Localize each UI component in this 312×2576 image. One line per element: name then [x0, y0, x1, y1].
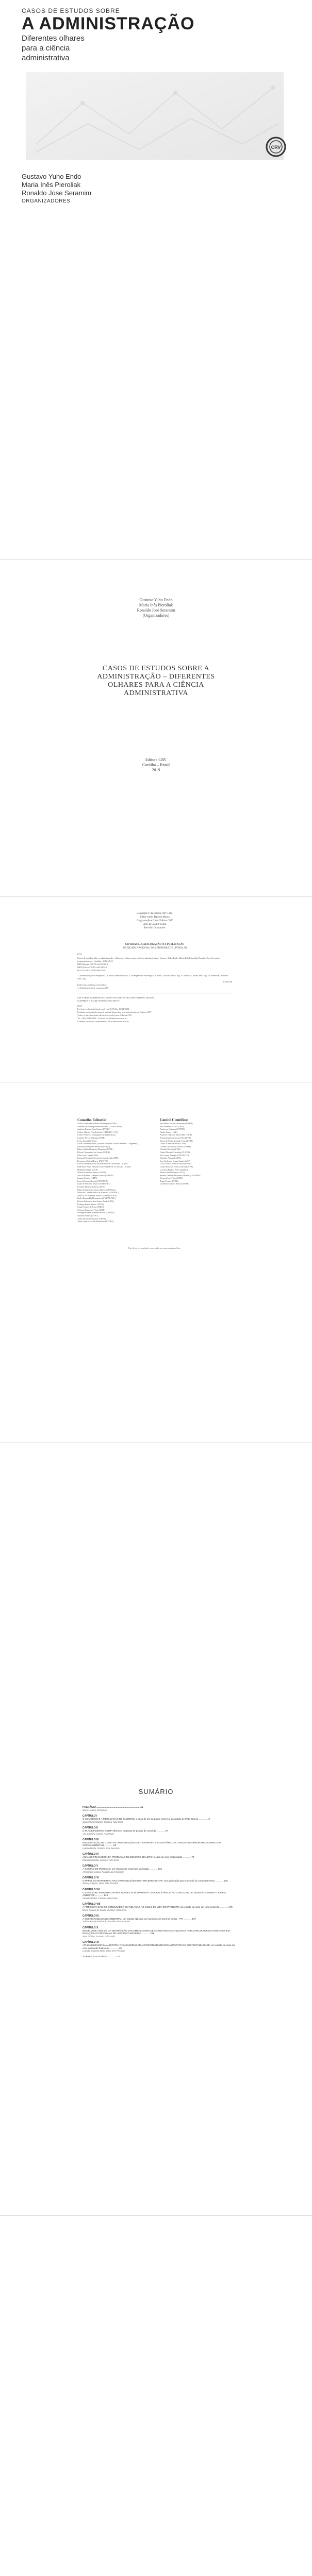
toc-title: SUMÁRIO	[138, 1788, 174, 1795]
scientific-member: Ufirmina Santos Oliveira (UESB)	[160, 1182, 189, 1185]
editorial-member: Rodrigo Pratte-Santos (UFES)	[77, 1202, 104, 1206]
svg-text:CRV: CRV	[271, 145, 281, 150]
editorial-board	[77, 1118, 150, 1223]
toc-item[interactable]	[83, 1865, 237, 1873]
toc-chapter-title: A GESTÃO DE PESSOAS: um estudo nas empresas da região ............ 101	[83, 1867, 162, 1870]
toc-chapter-label: CAPÍTULO XI	[83, 1940, 99, 1944]
isbn-line: ISBN Digital 978-85-444-3202-4	[77, 963, 108, 965]
copyright-credits	[77, 912, 232, 930]
editorial-member: Helmuth Krüger (UCP)	[77, 1168, 98, 1171]
publisher-city: Curitiba – Brasil	[142, 762, 170, 767]
toc-chapter-authors: Eduarda Zanatta, Gustavo Yuho Endo	[83, 1858, 119, 1861]
doi-line: DOI 10.24824/978854443203.1	[77, 969, 107, 972]
editorial-member: Lourdes Helena da Silva (UFV)	[77, 1185, 105, 1189]
scientific-member: Eduardo Armando (FIA)	[160, 1157, 182, 1160]
scientific-member: Jose Carlos de Souza Santos (USP)	[160, 1159, 191, 1162]
scientific-member: Clailton Ataídes de Freitas (UFSM)	[160, 1145, 191, 1148]
title-page-organizers	[0, 598, 312, 618]
credit-line: Editor-chefe: Railson Moura	[140, 916, 170, 919]
editorial-member: Solange Helena Ximenes-Rocha (UFOPA)	[77, 1211, 114, 1214]
digital-notice: ESTA OBRA TAMBÉM ENCONTRA-SE DISPONÍVEL EM FORMATO DIGITAL.	[77, 996, 156, 999]
credit-line: Arte da Capa: Freepik	[143, 923, 167, 926]
scientific-member: Carlos Alberto Ramos (UNB)	[160, 1142, 186, 1145]
toc-chapter-authors: Marco Antonio Gonçalves	[83, 1809, 107, 1811]
editorial-member: João Adalberto Campato Junior (UNESP)	[77, 1174, 114, 1177]
toc-chapter-title: ANÁLISE FINANCEIRA DA PRODUÇÃO DE BOVINOS DE LEITE: o caso de uma propriedade ............ 73	[83, 1856, 194, 1859]
editorial-member: Cesar Gerónimo Tello (Univer. Nacional Três de Febrero – Argentina)	[77, 1142, 138, 1145]
editorial-member: Josania Portela (UFPI)	[77, 1177, 97, 1180]
toc-item[interactable]	[83, 1838, 237, 1850]
toc-item[interactable]	[83, 1888, 237, 1900]
rights-line: Conheça os nossos lançamentos: www.editoracrv.com.br	[77, 1020, 129, 1023]
editorial-member: Antônio Pereira Gaio Júnior (UFRRJ)	[77, 1128, 110, 1131]
title-page-name: Gustavo Yuho Endo	[139, 598, 173, 602]
cip-block	[77, 943, 232, 1023]
editorial-member: Sydione Santos (UEPG)	[77, 1214, 98, 1217]
scientific-member: Armistrong Martins da Silva (UFT)	[160, 1136, 191, 1139]
editorial-member: Sérgio Nunes de Jesus (IFRO)	[77, 1206, 104, 1209]
toc-item[interactable]	[83, 1815, 237, 1823]
title-line: ADMINISTRATIVA	[124, 689, 188, 697]
year: 2019	[77, 1005, 82, 1007]
keywords: 1. Administração de empresas 2. Ciência administrativa. 3. Planejamento estratégico. I. Endo, Gustavo Yuho, org. II. Pieroliak, Maria Inês, org. III. Seramim, Ronaldo Jose, org.	[77, 974, 228, 980]
toc-chapter-label: CAPÍTULO III	[83, 1838, 99, 1841]
editorial-member: Elione Maria Nogueira Diogenes (UFAL)	[77, 1148, 113, 1151]
toc-chapter-label: CAPÍTULO I	[83, 1815, 97, 1818]
toc-chapter-label: CAPÍTULO II	[83, 1826, 98, 1829]
toc-chapter-authors: Alessandra Lampa, Ronaldo Jose Seramim	[83, 1870, 124, 1873]
toc-chapter-title: A SUSTENTABILIDADE AMBIENTAL: um estudo aplicado ao município de Coronel Vivida – PR ............ 197	[83, 1917, 196, 1920]
editorial-member: Simone Rodrigues Pinto (UNB)	[77, 1208, 105, 1211]
toc-item[interactable]	[83, 1876, 237, 1885]
scientific-member: Anderson Catapan (UTFPR)	[160, 1128, 185, 1131]
page-separator	[0, 559, 312, 560]
editorial-member: Carlos Federico Dominguez Avila (Unieuro)	[77, 1133, 116, 1137]
scientific-member: André Nunes (UnB)	[160, 1130, 177, 1133]
cover-organizer-name: Maria Inês Pieroliak	[22, 181, 81, 189]
scientific-committee-list	[160, 1122, 232, 1185]
publisher-name: Editora CRV	[145, 757, 167, 762]
toc-chapter-label: CAPÍTULO V	[83, 1864, 98, 1868]
title-page-publisher	[0, 757, 312, 773]
crv-logo-icon	[266, 137, 286, 157]
toc-chapter-label: CAPÍTULO X	[83, 1926, 98, 1929]
editorial-member: Elizeu Clementino de Souza (UNEB)	[77, 1150, 110, 1154]
cover-organizers-label: ORGANIZADORES	[22, 198, 71, 204]
editorial-member: Eduardo Fernandes Barbosa (UFMG)	[77, 1145, 110, 1148]
isbn-line: ISBN Físico 978-85-444-3203-1	[77, 966, 107, 969]
cover-title: A ADMINISTRAÇÃO	[22, 14, 195, 33]
index-line: 1. Administração de empresas 658	[77, 987, 109, 989]
toc-chapter-authors: Leandro Gustavo Stein, Maria Inês Pieroliak	[83, 1950, 125, 1953]
scientific-member: Breno de Paula Andrade Cruz (UFRJ)	[160, 1139, 193, 1142]
scientific-member: Luis Cláudio de Jesus Silva (UFRR)	[160, 1162, 192, 1165]
credit-line: Diagramação e Capa: Editora CRV	[136, 920, 173, 922]
editorial-member: Renato Francisco dos Santos Paula (UFG)	[77, 1200, 114, 1203]
editorial-member: Aldira Guimarães Duarte Domínguez (UNB)	[77, 1122, 117, 1125]
toc-chapter-authors: Daniel Sabatini, Gustavo Yuho Endo	[83, 1896, 118, 1900]
editorial-member: Carlos Alberto Vilar Estêvão (UMINHO – PT)	[77, 1130, 118, 1133]
editorial-member: Gloria Fariñas León (Universidade de La Havana – Cuba)	[77, 1162, 128, 1165]
scientific-member: Marcos Paulo Gomes (UCP)	[160, 1171, 185, 1174]
title-line: OLHARES PARA A CIÊNCIA	[108, 681, 204, 689]
credit-line: Copyright © da Editora CRV Ltda.	[137, 912, 173, 915]
rights-line: Proibida a reprodução parcial ou total desta obra sem autorização da Editora CRV	[77, 1011, 152, 1013]
toc-chapter-authors: Juliano Kozak Hackbarth, Ronaldo Jose Seramim	[83, 1920, 130, 1923]
publisher-year: 2019	[152, 768, 160, 772]
toc-chapter-title: SOBRE OS AUTORES ............ 271	[83, 1955, 120, 1958]
cover-subtitle-line: administrativa	[22, 54, 70, 62]
cip-subtitle: SINDICATO NACIONAL DOS EDITORES DE LIVROS, RJ	[122, 947, 187, 950]
editorial-member: Fernando Antônio Gonçalves Alcoforado (IPB)	[77, 1157, 119, 1160]
editorial-member: Maria Cristina dos Santos Bezerra (UFSCar)	[77, 1188, 117, 1191]
toc-item[interactable]	[83, 1826, 237, 1835]
scientific-committee	[160, 1118, 232, 1185]
credit-line: Revisão: Os Autores	[144, 927, 166, 929]
app-notice: CONHEÇA E BAIXE NOSSO APLICATIVO!	[77, 999, 120, 1002]
title-line: ADMINISTRAÇÃO – DIFERENTES	[97, 673, 215, 681]
scientific-member: Ana Monteiro Costa (UPE)	[160, 1125, 184, 1128]
toc-chapter-title: O PLANEJAMENTO ESTRATÉGICO: proposta de gestão de uma loja ............ 37	[83, 1829, 168, 1832]
editorial-member: Andréia da Silva Quintanilha Sousa (UNIR/UFRN)	[77, 1125, 122, 1128]
page-separator	[0, 896, 312, 897]
index-line: Índice para catálogo sistemático	[77, 984, 107, 986]
scientific-member: Renata Zambon Monteiro Mendes (UNIFESP)	[160, 1174, 201, 1177]
toc-item[interactable]	[83, 1806, 237, 1811]
toc-item[interactable]	[83, 1903, 237, 1911]
editorial-member: Paulo Romualdo Hernandes (UNIFAL-MG)	[77, 1197, 116, 1200]
toc-chapter-title: O PAPEL DO MARKETING NAS ORGANIZAÇÕES DO TERCEIRO SETOR: uma aplicação para o estudo do comportamento ............ 125	[83, 1879, 228, 1882]
book-cover	[0, 0, 312, 559]
toc-chapter-authors: Wesley Calgaro, Maria Inês Pieroliak	[83, 1882, 118, 1885]
cover-organizer-name: Ronaldo Jose Seramim	[22, 189, 92, 197]
editorial-member: Tadeu Oliver Gonçalves (UFPA)	[77, 1217, 106, 1220]
toc-chapter-title: INVESTIGAÇÃO DE COMO AS ORGANIZAÇÕES DE TRANSPORTE RODOVIÁRIO DE CARGAS INCORPORAM OS ASPECTOS SOCIOAMBIENTAIS ............ 59	[83, 1841, 222, 1847]
toc-item[interactable]	[83, 1955, 237, 1958]
cover-title-block	[22, 7, 277, 62]
toc-chapter-authors: Gabriel Silva Mazzeti, Gustavo Yuho Endo	[83, 1820, 123, 1823]
scientific-member: Sérgio Alves Pinto (UNB)	[160, 1177, 183, 1180]
title-line: CASOS DE ESTUDOS SOBRE A	[102, 665, 210, 672]
title-page-name: (Organizadores)	[142, 613, 170, 618]
editorial-member: Jailson Alves dos Santos (UFRJ)	[77, 1171, 106, 1174]
editorial-board-list	[77, 1122, 150, 1223]
toc-chapter-title: A PREOCUPAÇÃO DO CONSUMIDOR EM RELAÇÃO AO CICLO DE VIDA DO PRODUTO: um estudo de caso em uma empresa ............ 175	[83, 1905, 233, 1908]
title-page-name: Ronaldo Jose Seramim	[137, 608, 175, 613]
cover-illustration	[26, 72, 284, 160]
editorial-member: Leonel Severo Rocha (UNISINOS)	[77, 1179, 108, 1182]
toc-list	[83, 1806, 237, 1961]
toc-item[interactable]	[83, 1914, 237, 1923]
cover-organizer-name: Gustavo Yuho Endo	[22, 173, 81, 180]
editorial-member: Guillermo Arias Beatón (Universidade de La Havana – Cuba)	[77, 1165, 131, 1168]
editorial-member: Lídia de Oliveira Xavier (UNIEURO)	[77, 1182, 110, 1185]
toc-chapter-label: CAPÍTULO IX	[83, 1914, 99, 1918]
editorial-member: Carmen Tereza Velanga (UNIR)	[77, 1136, 105, 1139]
toc-chapter-authors: Leticia Batista, Ronaldo Jose Seramim	[83, 1846, 120, 1850]
toc-chapter-label: CAPÍTULO IV	[83, 1853, 99, 1856]
editorial-member: Maria de Lourdes Pinto de Almeida (UNOESC)	[77, 1191, 119, 1194]
toc-chapter-label: CAPÍTULO VII	[83, 1888, 100, 1891]
toc-item[interactable]	[83, 1853, 237, 1861]
toc-item[interactable]	[83, 1941, 237, 1952]
cip-text: Casos de estudos sobre a administração – diferentes olhares para a ciência administrativa / Gustavo Yuho Endo, Maria Inês Pieroliak, Ronaldo Jose Seramim (organizadores) – Curitiba : CRV, 2019.	[77, 957, 220, 962]
cover-organizers	[22, 173, 91, 206]
cip-code: C33	[77, 954, 82, 956]
scientific-member: Daniel Ricardo Castelan (PUCPR)	[160, 1150, 190, 1154]
toc-chapter-authors: Ana Christina Lamon, Ana Paula	[83, 1832, 114, 1835]
toc-chapter-label: CAPÍTULO VIII	[83, 1902, 101, 1906]
editorial-board-title: Conselho Editorial:	[77, 1118, 108, 1122]
scientific-member: Ana Maria Ferreira Menezes (UNEB)	[160, 1122, 193, 1125]
editorial-member: Francisco Carlos Duarte (PUC-PR)	[77, 1159, 108, 1162]
review-note: Este livro foi avaliado e aprovado por pareceristas ad hoc.	[128, 1247, 181, 1249]
title-page-title	[0, 665, 312, 698]
cover-pretitle: CASOS DE ESTUDOS SOBRE	[22, 7, 120, 14]
editorial-member: Élsio José Corá (UFFS)	[77, 1154, 98, 1157]
scientific-member: Antonio Isidro da Silva Filho (UNB)	[160, 1133, 192, 1137]
toc-item[interactable]	[83, 1926, 237, 1938]
editorial-member: Maria Lília Imbiriba Sousa Colares (UFOPA)	[77, 1194, 117, 1197]
rights-line: Foi feito o depósito legal conf. Lei 10.994 de 14/12/2004	[77, 1008, 129, 1010]
scientific-committee-title: Comitê Científico:	[160, 1118, 189, 1122]
scientific-member: Lucilene Prado e Silva (UEMG)	[160, 1168, 188, 1171]
cdd: CDD 658	[223, 980, 232, 983]
toc-chapter-title: APLICABILIDADE DA AUDITORIA PARA EVIDENCIAR A CONFORMIDADE DOS ASPECTOS DE SUSTENTABILIDADE: um estudo de caso em uma instituição financeira ............ 247	[83, 1943, 236, 1950]
cover-subtitle-line: para a ciência	[22, 44, 70, 53]
editorial-member: Celso Conti (UFSCar)	[77, 1139, 97, 1142]
toc-chapter-title: O COMÉRCIO E A FIDELIZAÇÃO DE CLIENTES: o caso de um pequeno comércio da cidade de Pato Branco ............ 17	[83, 1818, 210, 1821]
cover-subtitle-line: Diferentes olhares	[22, 34, 85, 43]
scientific-member: Elói Junior Damke (UNIOESTE)	[160, 1154, 189, 1157]
scientific-member: Liana Maria da Frota Carleial (UFPR)	[160, 1165, 193, 1168]
toc-chapter-label: CAPÍTULO VI	[83, 1876, 99, 1879]
editorial-member: Tania Suely Azevedo Brasileiro (UFOPA)	[77, 1220, 114, 1223]
toc-chapter-title: O CADASTRO AMBIENTAL RURAL NO OESTE DO PARANÁ E SUA RELEVÂNCIA NO CONTEXTO DO DESENVOLVIMENTO E MEIO AMBIENTE ............ 143	[83, 1891, 226, 1897]
title-page-name: Maria Inês Pieroliak	[139, 603, 173, 607]
rights-line: Todos os direitos desta edição reservados pela: Editora CRV	[77, 1014, 132, 1016]
scientific-member: Claudio Gontijo (UFSJ)	[160, 1148, 181, 1151]
rights-line: Tel.: (41) 3039-6418 – E-mail: sac@editoracrv.com.br	[77, 1017, 127, 1020]
toc-chapter-authors: Jean Ribeiro, Gustavo Yuho Endo	[83, 1935, 116, 1938]
toc-chapter-label: PREFÁCIO ............................................................ 11	[83, 1806, 143, 1809]
toc-chapter-title: MODELO DE ANÁLISE DA DESTINAÇÃO DAS EMBALAGENS DE AGROTÓXICOS UTILIZADAS POR AGRICULTORES FAMILIARES EM RELAÇÃO AO PROGRAMA DE LOGÍSTICA REVERSA ............ 219	[83, 1929, 230, 1935]
cip-title: CIP-BRASIL. CATALOGAÇÃO-NA-PUBLICAÇÃO	[125, 943, 185, 946]
toc-chapter-authors: Bruna Rafaela de Souza, Gustavo Yuho Endo	[83, 1908, 127, 1911]
scientific-member: Tiago Peraro (UFPB)	[160, 1179, 178, 1182]
page-separator	[0, 2215, 312, 2216]
